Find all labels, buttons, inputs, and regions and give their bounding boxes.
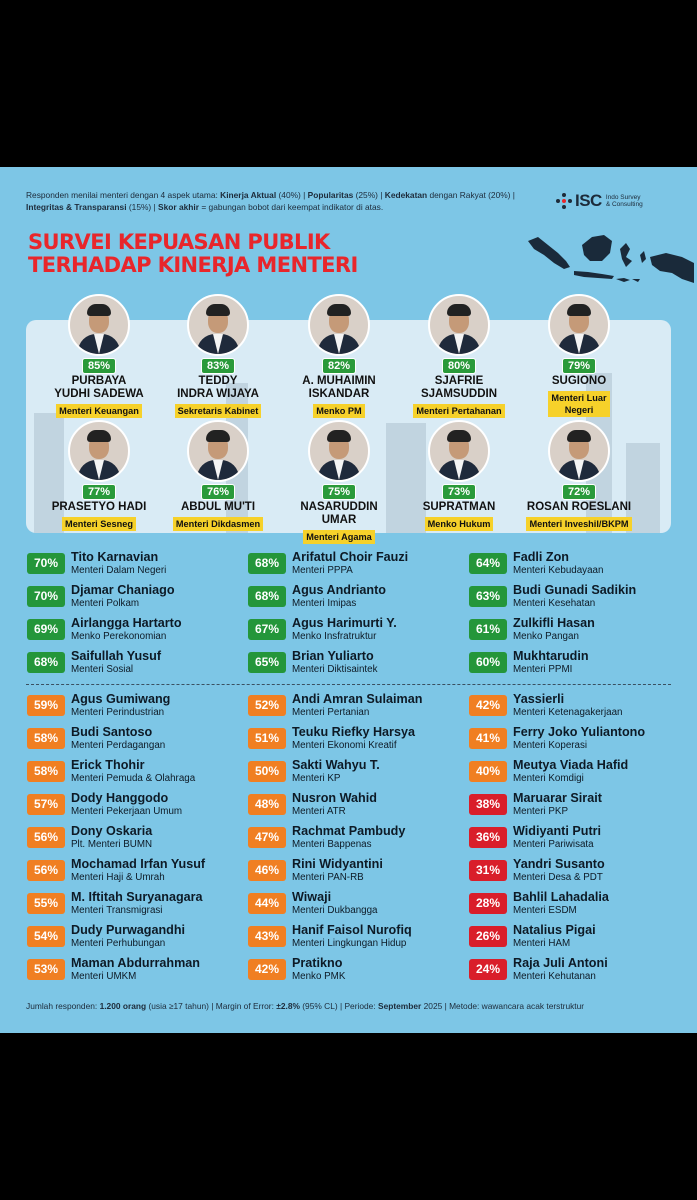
minister-name-line: TEDDY [198, 375, 238, 387]
minister-role-line: Menko PM [316, 406, 362, 416]
minister-name-line: NASARUDDIN UMAR [300, 501, 378, 526]
minister-name [283, 375, 395, 401]
minister-score-badge: 83% [201, 358, 235, 374]
minister-score-row [469, 758, 684, 788]
score-badge: 26% [469, 926, 507, 947]
score-badge: 40% [469, 761, 507, 782]
minister-score-row [248, 923, 463, 953]
minister-score-badge: 72% [562, 484, 596, 500]
minister-name-line: A. MUHAIMIN [302, 375, 376, 387]
minister-photo [68, 294, 130, 356]
minister-photo [428, 420, 490, 482]
score-badge: 43% [248, 926, 286, 947]
minister-score-row [248, 583, 463, 613]
score-badge: 44% [248, 893, 286, 914]
top-minister-card [162, 294, 274, 419]
minister-score-row [469, 692, 684, 722]
top-minister-card [283, 420, 395, 545]
minister-name: Budi Santoso [71, 725, 153, 739]
score-badge: 60% [469, 652, 507, 673]
minister-role: Menko Insfratruktur [292, 631, 377, 642]
minister-name [523, 501, 635, 514]
minister-score-badge: 82% [322, 358, 356, 374]
minister-score-row [469, 923, 684, 953]
minister-score-row [469, 725, 684, 755]
minister-role: Menteri Kebudayaan [513, 565, 604, 576]
minister-name: Agus Harimurti Y. [292, 616, 397, 630]
isc-logo-icon [556, 193, 572, 209]
score-badge: 28% [469, 893, 507, 914]
minister-role-tag [313, 404, 364, 418]
minister-name-line: ROSAN ROESLANI [526, 501, 632, 513]
minister-name: Rachmat Pambudy [292, 824, 406, 838]
minister-name: Fadli Zon [513, 550, 569, 564]
intro-text: = gabungan bobot dari keempat indikator di atas. [199, 202, 384, 212]
score-badge: 41% [469, 728, 507, 749]
footer-text: (95% CL) | Periode: [299, 1001, 378, 1011]
minister-role: Menteri Pemuda & Olahraga [71, 773, 196, 784]
minister-score-row [27, 956, 242, 986]
minister-score-row [248, 725, 463, 755]
minister-score-row [469, 616, 684, 646]
minister-role: Menteri Haji & Umrah [71, 872, 165, 883]
score-badge: 55% [27, 893, 65, 914]
minister-name: Natalius Pigai [513, 923, 596, 937]
minister-score-row [469, 550, 684, 580]
top-minister-card [162, 420, 274, 532]
minister-role-tag [548, 391, 609, 417]
minister-score-row [248, 857, 463, 887]
indonesia-map-icon [526, 227, 696, 297]
minister-name: Raja Juli Antoni [513, 956, 608, 970]
minister-name: Hanif Faisol Nurofiq [292, 923, 412, 937]
minister-role: Menteri HAM [513, 938, 571, 949]
minister-role-line: Negeri [564, 405, 594, 415]
minister-score-row [248, 758, 463, 788]
score-badge: 70% [27, 553, 65, 574]
intro-key: Kinerja Aktual [220, 190, 277, 200]
minister-score-row [27, 857, 242, 887]
score-badge: 58% [27, 761, 65, 782]
minister-role: Menteri Koperasi [513, 740, 588, 751]
minister-role: Plt. Menteri BUMN [71, 839, 153, 850]
section-divider [26, 684, 671, 685]
minister-photo [308, 294, 370, 356]
minister-name: Arifatul Choir Fauzi [292, 550, 409, 564]
minister-role-line: Menteri Sesneg [65, 519, 133, 529]
minister-role: Menteri Kesehatan [513, 598, 596, 609]
intro-text: (15%) | [126, 202, 159, 212]
minister-role-tag [425, 517, 494, 531]
minister-name: Meutya Viada Hafid [513, 758, 629, 772]
minister-role: Menteri Dukbangga [292, 905, 378, 916]
footer-key: ±2.8% [276, 1001, 300, 1011]
minister-role: Menteri Diktisaintek [292, 664, 378, 675]
minister-role: Menteri PAN-RB [292, 872, 364, 883]
score-badge: 52% [248, 695, 286, 716]
minister-score-row [248, 616, 463, 646]
minister-score-row [469, 583, 684, 613]
top-minister-card [43, 294, 155, 419]
minister-role-line: Menteri Inveshil/BKPM [529, 519, 629, 529]
minister-score-row [248, 956, 463, 986]
title-line-2: TERHADAP KINERJA MENTERI [28, 253, 358, 277]
minister-role: Menteri Ketenagakerjaan [513, 707, 623, 718]
minister-role: Menteri Pariwisata [513, 839, 594, 850]
minister-name [283, 501, 395, 527]
top-minister-card [403, 420, 515, 532]
minister-score-badge: 79% [562, 358, 596, 374]
minister-score-badge: 76% [201, 484, 235, 500]
score-badge: 50% [248, 761, 286, 782]
survey-footer [26, 1001, 676, 1012]
top-minister-card [283, 294, 395, 419]
minister-score-row [248, 692, 463, 722]
minister-name [403, 375, 515, 401]
score-badge: 64% [469, 553, 507, 574]
score-badge: 63% [469, 586, 507, 607]
minister-score-badge: 85% [82, 358, 116, 374]
infographic-poster [0, 167, 697, 1033]
minister-role: Menko Perekonomian [71, 631, 167, 642]
minister-role: Menteri Pekerjaan Umum [71, 806, 183, 817]
minister-role-line: Sekretaris Kabinet [177, 406, 259, 416]
minister-name-line: ABDUL MU'TI [180, 501, 256, 513]
minister-photo [68, 420, 130, 482]
minister-name: M. Iftitah Suryanagara [71, 890, 203, 904]
minister-name: Dony Oskaria [71, 824, 153, 838]
minister-score-row [27, 649, 242, 679]
minister-score-row [248, 649, 463, 679]
score-badge: 70% [27, 586, 65, 607]
minister-score-row [27, 725, 242, 755]
minister-photo [548, 294, 610, 356]
score-badge: 42% [469, 695, 507, 716]
minister-role: Menteri PPMI [513, 664, 573, 675]
minister-score-row [248, 791, 463, 821]
minister-name-line: PRASETYO HADI [51, 501, 147, 513]
minister-name: Agus Gumiwang [71, 692, 171, 706]
minister-name: Mukhtarudin [513, 649, 589, 663]
minister-role: Menteri KP [292, 773, 341, 784]
minister-name-line: PURBAYA [71, 375, 127, 387]
minister-photo [428, 294, 490, 356]
score-badge: 48% [248, 794, 286, 815]
minister-name: Nusron Wahid [292, 791, 377, 805]
minister-name: Sakti Wahyu T. [292, 758, 380, 772]
minister-role: Menteri ATR [292, 806, 346, 817]
minister-role-line: Menteri Pertahanan [416, 406, 502, 416]
intro-key: Integritas & Transparansi [26, 202, 127, 212]
minister-role: Menteri Desa & PDT [513, 872, 603, 883]
minister-name: Mochamad Irfan Yusuf [71, 857, 206, 871]
score-badge: 59% [27, 695, 65, 716]
minister-role: Menteri Lingkungan Hidup [292, 938, 407, 949]
minister-role: Menteri Bappenas [292, 839, 372, 850]
minister-role: Menko Pangan [513, 631, 579, 642]
minister-name: Dody Hanggodo [71, 791, 169, 805]
minister-name: Saifullah Yusuf [71, 649, 162, 663]
minister-photo [187, 294, 249, 356]
minister-role-tag [303, 530, 375, 544]
intro-key: Skor akhir [158, 202, 200, 212]
minister-score-badge: 80% [442, 358, 476, 374]
intro-text: Responden menilai menteri dengan 4 aspek utama: [26, 190, 221, 200]
minister-role: Menteri Perdagangan [71, 740, 166, 751]
title-line-1: SURVEI KEPUASAN PUBLIK [28, 230, 330, 254]
minister-score-row [469, 890, 684, 920]
minister-role: Menteri Perindustrian [71, 707, 165, 718]
minister-name-line: ISKANDAR [308, 388, 370, 400]
minister-score-row [469, 649, 684, 679]
minister-role-line: Menko Hukum [427, 519, 491, 529]
survey-method-intro [26, 189, 516, 213]
isc-logo-sub2: & Consulting [605, 201, 643, 208]
minister-role: Menteri Kehutanan [513, 971, 596, 982]
minister-name: Teuku Riefky Harsya [292, 725, 415, 739]
score-badge: 31% [469, 860, 507, 881]
minister-score-row [248, 824, 463, 854]
minister-role-tag [56, 404, 142, 418]
minister-name: Bahlil Lahadalia [513, 890, 609, 904]
score-badge: 57% [27, 794, 65, 815]
isc-logo-sub1: Indo Survey [605, 194, 641, 201]
minister-name: Budi Gunadi Sadikin [513, 583, 637, 597]
score-badge: 67% [248, 619, 286, 640]
minister-role: Menteri UMKM [71, 971, 137, 982]
minister-role: Menko PMK [292, 971, 346, 982]
minister-name: Dudy Purwagandhi [71, 923, 186, 937]
intro-text: (40%) | [276, 190, 308, 200]
minister-role-tag [175, 404, 262, 418]
minister-name: Wiwaji [292, 890, 332, 904]
intro-text: (25%) | [353, 190, 385, 200]
minister-role: Menteri PKP [513, 806, 568, 817]
score-badge: 68% [248, 553, 286, 574]
score-badge: 68% [27, 652, 65, 673]
minister-score-badge: 73% [442, 484, 476, 500]
minister-role-line: Menteri Luar [551, 393, 607, 403]
minister-score-row [27, 550, 242, 580]
minister-name: Andi Amran Sulaiman [292, 692, 423, 706]
score-badge: 69% [27, 619, 65, 640]
minister-score-row [469, 857, 684, 887]
footer-text: Jumlah responden: [26, 1001, 100, 1011]
minister-score-row [27, 692, 242, 722]
score-badge: 38% [469, 794, 507, 815]
minister-name [523, 375, 635, 388]
minister-score-row [27, 824, 242, 854]
minister-photo [187, 420, 249, 482]
top-minister-card [523, 420, 635, 532]
minister-role: Menteri ESDM [513, 905, 577, 916]
poster-title [28, 231, 358, 277]
minister-photo [308, 420, 370, 482]
score-badge: 65% [248, 652, 286, 673]
minister-name-line: SJAFRIE [434, 375, 484, 387]
score-badge: 61% [469, 619, 507, 640]
minister-role: Menteri Pertanian [292, 707, 370, 718]
minister-score-row [27, 791, 242, 821]
minister-name: Yandri Susanto [513, 857, 605, 871]
score-badge: 24% [469, 959, 507, 980]
isc-logo [556, 191, 643, 211]
minister-score-row [248, 550, 463, 580]
score-badge: 58% [27, 728, 65, 749]
top-minister-card [523, 294, 635, 418]
minister-role: Menteri Perhubungan [71, 938, 166, 949]
minister-role: Menteri Transmigrasi [71, 905, 163, 916]
minister-role-line: Menteri Agama [306, 532, 372, 542]
minister-name: Brian Yuliarto [292, 649, 374, 663]
footer-text: 2025 | Metode: wawancara acak terstruktur [421, 1001, 585, 1011]
score-badge: 47% [248, 827, 286, 848]
intro-text: dengan Rakyat (20%) | [427, 190, 515, 200]
intro-key: Popularitas [307, 190, 354, 200]
minister-name: Djamar Chaniago [71, 583, 175, 597]
minister-name: Maman Abdurrahman [71, 956, 200, 970]
top-minister-card [43, 420, 155, 532]
minister-role-line: Menteri Keuangan [59, 406, 139, 416]
minister-name: Rini Widyantini [292, 857, 383, 871]
minister-score-row [27, 583, 242, 613]
minister-name: Yassierli [513, 692, 565, 706]
minister-role: Menteri Polkam [71, 598, 140, 609]
minister-name: Ferry Joko Yuliantono [513, 725, 646, 739]
minister-score-badge: 77% [82, 484, 116, 500]
minister-name: Maruarar Sirait [513, 791, 602, 805]
score-badge: 42% [248, 959, 286, 980]
minister-score-row [27, 616, 242, 646]
minister-name [162, 501, 274, 514]
minister-name: Erick Thohir [71, 758, 145, 772]
footer-text: (usia ≥17 tahun) | Margin of Error: [146, 1001, 277, 1011]
minister-score-row [27, 758, 242, 788]
score-badge: 56% [27, 860, 65, 881]
score-badge: 68% [248, 586, 286, 607]
minister-score-badge: 75% [322, 484, 356, 500]
minister-name: Widiyanti Putri [513, 824, 602, 838]
minister-photo [548, 420, 610, 482]
footer-key: 1.200 orang [99, 1001, 147, 1011]
top-minister-card [403, 294, 515, 419]
isc-logo-subtitle [606, 194, 643, 208]
intro-key: Kedekatan [384, 190, 428, 200]
minister-score-row [469, 956, 684, 986]
score-badge: 36% [469, 827, 507, 848]
minister-role-line: Menteri Dikdasmen [175, 519, 261, 529]
minister-score-row [27, 890, 242, 920]
minister-name-line: YUDHI SADEWA [54, 388, 144, 400]
score-badge: 51% [248, 728, 286, 749]
minister-role: Menteri PPPA [292, 565, 353, 576]
minister-role-tag [62, 517, 136, 531]
score-badge: 54% [27, 926, 65, 947]
minister-role: Menteri Sosial [71, 664, 134, 675]
minister-name [43, 375, 155, 401]
minister-role-tag [526, 517, 631, 531]
minister-name [162, 375, 274, 401]
minister-name: Pratikno [292, 956, 343, 970]
minister-name [403, 501, 515, 514]
footer-key: September [378, 1001, 422, 1011]
minister-role-tag [173, 517, 263, 531]
minister-name-line: INDRA WIJAYA [177, 388, 259, 400]
minister-name: Airlangga Hartarto [71, 616, 182, 630]
minister-role: Menteri Imipas [292, 598, 357, 609]
isc-logo-mark: ISC [575, 191, 602, 210]
minister-role: Menteri Komdigi [513, 773, 584, 784]
score-badge: 56% [27, 827, 65, 848]
minister-score-row [469, 791, 684, 821]
minister-role: Menteri Dalam Negeri [71, 565, 167, 576]
minister-score-row [248, 890, 463, 920]
minister-name-line: SUGIONO [551, 375, 607, 387]
score-badge: 46% [248, 860, 286, 881]
minister-role: Menteri Ekonomi Kreatif [292, 740, 397, 751]
minister-score-row [469, 824, 684, 854]
score-badge: 53% [27, 959, 65, 980]
minister-name-line: SJAMSUDDIN [420, 388, 498, 400]
minister-role-tag [413, 404, 504, 418]
minister-name: Tito Karnavian [71, 550, 159, 564]
minister-name-line: SUPRATMAN [422, 501, 496, 513]
minister-name: Zulkifli Hasan [513, 616, 595, 630]
minister-name: Agus Andrianto [292, 583, 386, 597]
minister-name [43, 501, 155, 514]
minister-score-row [27, 923, 242, 953]
